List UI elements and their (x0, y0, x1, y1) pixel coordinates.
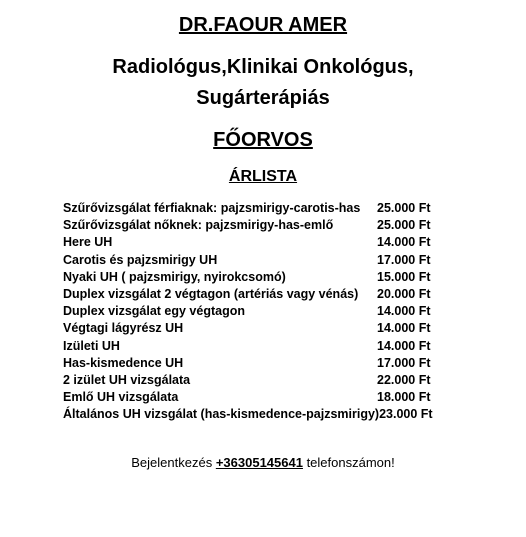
service-price: 15.000 Ft (377, 269, 431, 284)
service-name: Duplex vizsgálat 2 végtagon (artériás vagy vénás) (63, 286, 359, 301)
service-name: Nyaki UH ( pajzsmirigy, nyirokcsomó) (63, 269, 286, 284)
service-name: Izületi UH (63, 338, 120, 353)
service-name: Általános UH vizsgálat (has-kismedence-pajzsmirigy) (63, 407, 380, 422)
phone-number: +36305145641 (215, 455, 303, 470)
service-name: Duplex vizsgálat egy végtagon (63, 304, 245, 319)
contact-prefix: Bejelentkezés (131, 455, 216, 470)
service-price: 14.000 Ft (377, 304, 431, 319)
service-price: 14.000 Ft (377, 235, 431, 250)
service-price: 25.000 Ft (377, 218, 431, 233)
service-price: 22.000 Ft (377, 372, 431, 387)
service-name: 2 izület UH vizsgálata (63, 372, 191, 387)
service-name: Has-kismedence UH (63, 355, 184, 370)
price-row (63, 355, 443, 372)
doctor-name: DR.FAOUR AMER (178, 14, 348, 36)
contact-line (0, 454, 526, 472)
specialty-line-2: Sugárterápiás (196, 87, 330, 109)
specialty-line-1: Radiológus,Klinikai Onkológus, (112, 56, 414, 78)
service-name: Emlő UH vizsgálata (63, 390, 179, 405)
service-price: 18.000 Ft (377, 390, 431, 405)
price-row (63, 200, 443, 217)
service-name: Végtagi lágyrész UH (63, 321, 184, 336)
price-row (63, 217, 443, 234)
price-row (63, 372, 443, 389)
service-price: 17.000 Ft (377, 252, 431, 267)
service-price: 14.000 Ft (377, 321, 431, 336)
service-price: 20.000 Ft (377, 286, 431, 301)
price-row (63, 234, 443, 251)
price-row (63, 338, 443, 355)
price-row (63, 286, 443, 303)
service-price: 23.000 Ft (379, 407, 433, 422)
contact-suffix: telefonszámon! (302, 455, 395, 470)
service-name: Szűrővizsgálat nőknek: pajzsmirigy-has-emlő (63, 218, 334, 233)
price-row (63, 269, 443, 286)
price-row (63, 303, 443, 320)
doctor-role: FŐORVOS (213, 129, 313, 151)
price-list-title: ÁRLISTA (228, 168, 298, 185)
price-list (63, 200, 443, 423)
service-price: 14.000 Ft (377, 338, 431, 353)
service-name: Here UH (63, 235, 113, 250)
service-name: Szűrővizsgálat férfiaknak: pajzsmirigy-carotis-has (63, 201, 361, 215)
doctor-specialty (0, 52, 526, 114)
service-name: Carotis és pajzsmirigy UH (63, 252, 218, 267)
price-row (63, 320, 443, 337)
price-row (63, 389, 443, 406)
price-row (63, 252, 443, 269)
service-price: 25.000 Ft (377, 201, 431, 215)
price-row (63, 406, 443, 423)
service-price: 17.000 Ft (377, 355, 431, 370)
